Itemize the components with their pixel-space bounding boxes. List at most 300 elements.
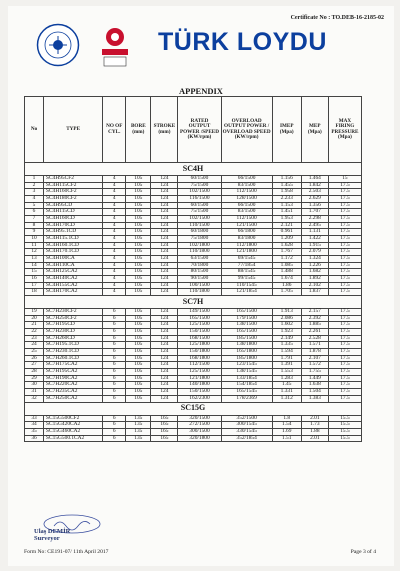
table-cell: 105: [126, 249, 151, 256]
table-cell: 1.449: [301, 375, 328, 382]
table-cell: 124: [151, 209, 178, 216]
table-cell: 8: [25, 222, 44, 229]
table-cell: 4: [103, 176, 126, 183]
table-cell: 1.791: [272, 355, 301, 362]
table-cell: 2.01: [301, 435, 328, 442]
table-cell: 124: [151, 256, 178, 263]
table-cell: 105: [126, 229, 151, 236]
table-cell: 17.5: [328, 276, 361, 283]
table-cell: SC7H220CA2: [44, 382, 103, 389]
table-cell: 116/1500: [178, 196, 221, 203]
table-cell: SC4H160.1CD: [44, 242, 103, 249]
table-cell: 90/1500: [178, 276, 221, 283]
table-cell: 124: [151, 329, 178, 336]
table-cell: 6: [103, 395, 126, 402]
table-cell: 18: [25, 289, 44, 296]
col-max-firing: MAX FIRING PRESSURE (Mpa): [328, 97, 361, 163]
table-cell: 165/1500: [178, 315, 221, 322]
turk-loydu-seal-logo: [36, 23, 80, 67]
table-cell: SC4H140CA2: [44, 276, 103, 283]
table-cell: 105: [126, 209, 151, 216]
table-cell: 69/1545: [221, 256, 272, 263]
table-cell: 135: [126, 422, 151, 429]
table-cell: 121/1854: [221, 289, 272, 296]
table-cell: 124: [151, 242, 178, 249]
engine-data-table: [24, 96, 362, 442]
table-cell: 66/1800: [221, 229, 272, 236]
table-cell: 102/1500: [178, 189, 221, 196]
table-cell: 110/1545: [221, 282, 272, 289]
table-cell: SC4H115.1CD: [44, 236, 103, 243]
table-cell: 150/1500: [178, 329, 221, 336]
table-cell: 1.488: [272, 269, 301, 276]
table-cell: 124: [151, 289, 178, 296]
table-cell: 33: [25, 415, 44, 422]
table-cell: 112/1500: [221, 216, 272, 223]
table-header-row: [25, 97, 362, 163]
table-cell: 2.01: [301, 415, 328, 422]
table-cell: 2: [25, 182, 44, 189]
table-cell: 1.767: [272, 249, 301, 256]
table-cell: 4: [103, 276, 126, 283]
table-cell: 125/1500: [178, 369, 221, 376]
table-cell: 17.5: [328, 369, 361, 376]
table-cell: 124: [151, 349, 178, 356]
table-cell: 6: [25, 209, 44, 216]
table-cell: 1.953: [272, 216, 301, 223]
table-cell: 105: [126, 335, 151, 342]
table-cell: 15: [25, 269, 44, 276]
table-cell: 17.5: [328, 189, 361, 196]
table-cell: 1.504: [301, 389, 328, 396]
table-cell: 6: [103, 382, 126, 389]
table-cell: 110/1800: [178, 249, 221, 256]
table-cell: 124: [151, 196, 178, 203]
table-cell: 1.594: [272, 349, 301, 356]
table-cell: 10: [25, 236, 44, 243]
table-cell: 1.892: [301, 276, 328, 283]
table-cell: 63/1500: [178, 256, 221, 263]
table-cell: 26: [25, 355, 44, 362]
table-cell: 1.455: [272, 182, 301, 189]
table-cell: 1.628: [272, 242, 301, 249]
table-cell: 105: [126, 242, 151, 249]
table-cell: 28: [25, 369, 44, 376]
table-cell: 1.383: [301, 395, 328, 402]
table-cell: 2.102: [301, 282, 328, 289]
table-cell: 1.553: [272, 369, 301, 376]
table-cell: 17.5: [328, 375, 361, 382]
table-cell: 105: [126, 309, 151, 316]
table-cell: 66/1500: [221, 202, 272, 209]
table-cell: 6: [103, 369, 126, 376]
table-cell: 1.54: [272, 422, 301, 429]
table-cell: 1.324: [301, 256, 328, 263]
table-cell: 1.682: [301, 269, 328, 276]
table-cell: 1.572: [301, 362, 328, 369]
table-cell: 124: [151, 395, 178, 402]
table-cell: 15.5: [328, 422, 361, 429]
table-cell: 99/1545: [221, 276, 272, 283]
table-cell: 77/1854: [221, 262, 272, 269]
table-cell: 1.913: [272, 309, 301, 316]
table-cell: 124: [151, 229, 178, 236]
section-header-row: [25, 402, 362, 415]
table-cell: 105: [126, 282, 151, 289]
table-cell: SC4H160CF2: [44, 189, 103, 196]
table-cell: 11: [25, 242, 44, 249]
table-cell: 29: [25, 375, 44, 382]
table-cell: 100/1500: [178, 282, 221, 289]
table-cell: 112/1500: [221, 189, 272, 196]
table-cell: 150/1500: [178, 389, 221, 396]
table-cell: 124: [151, 362, 178, 369]
table-cell: 1.464: [301, 176, 328, 183]
table-cell: 1.312: [272, 395, 301, 402]
table-cell: 124: [151, 375, 178, 382]
table-cell: 1.331: [272, 389, 301, 396]
table-cell: 105: [126, 202, 151, 209]
table-cell: 17.5: [328, 315, 361, 322]
table-cell: SC4H115CD: [44, 209, 103, 216]
table-cell: 1.391: [272, 362, 301, 369]
table-cell: 17.5: [328, 322, 361, 329]
table-cell: SC4H180CF2: [44, 196, 103, 203]
table-cell: 6: [103, 329, 126, 336]
table-cell: SC4H100CA: [44, 256, 103, 263]
table-cell: 124: [151, 236, 178, 243]
table-cell: 4: [103, 196, 126, 203]
table-cell: 17.5: [328, 256, 361, 263]
table-cell: 125/1500: [178, 322, 221, 329]
table-cell: 121/1800: [178, 375, 221, 382]
table-cell: 124: [151, 176, 178, 183]
table-cell: 17.5: [328, 236, 361, 243]
table-cell: 110/1800: [178, 289, 221, 296]
table-cell: 30: [25, 382, 44, 389]
surveyor-title: Surveyor: [34, 535, 60, 542]
table-cell: 124: [151, 369, 178, 376]
table-cell: 2.233: [272, 196, 301, 203]
table-cell: 112/1800: [221, 242, 272, 249]
table-cell: SC4H115CF2: [44, 182, 103, 189]
table-cell: 185/1800: [221, 355, 272, 362]
table-cell: 0.961: [272, 229, 301, 236]
table-cell: SC4H170CD: [44, 222, 103, 229]
table-cell: 6: [103, 389, 126, 396]
col-mep: MEP (Mpa): [301, 97, 328, 163]
table-cell: 17.5: [328, 382, 361, 389]
table-cell: 1.451: [272, 209, 301, 216]
table-cell: 124: [151, 389, 178, 396]
table-cell: 1.674: [272, 276, 301, 283]
table-cell: 6: [103, 315, 126, 322]
table-cell: 1.86: [272, 282, 301, 289]
table-cell: 4: [103, 289, 126, 296]
table-cell: 105: [126, 362, 151, 369]
table-cell: 17.5: [328, 249, 361, 256]
table-cell: 124: [151, 309, 178, 316]
table-cell: 320/1800: [178, 435, 221, 442]
table-cell: 17.5: [328, 342, 361, 349]
table-cell: 6: [103, 415, 126, 422]
table-cell: 6: [103, 322, 126, 329]
table-cell: 6: [103, 362, 126, 369]
table-cell: 330/1545: [221, 428, 272, 435]
table-cell: 17.5: [328, 329, 361, 336]
table-cell: 7: [25, 216, 44, 223]
table-cell: 2.528: [301, 335, 328, 342]
table-cell: 1.51: [272, 435, 301, 442]
table-cell: 2.261: [301, 329, 328, 336]
table-cell: 300/1500: [178, 428, 221, 435]
table-cell: 4: [103, 182, 126, 189]
table-cell: 168/1500: [178, 335, 221, 342]
table-cell: 70/1800: [178, 262, 221, 269]
table-cell: 1.73: [301, 422, 328, 429]
table-cell: 4: [103, 202, 126, 209]
table-cell: 105: [126, 395, 151, 402]
table-cell: SC7H260.1CD: [44, 355, 103, 362]
table-cell: 2.503: [301, 189, 328, 196]
section-title: SC15G: [25, 402, 362, 415]
table-cell: 6: [103, 375, 126, 382]
table-cell: 1.571: [301, 342, 328, 349]
table-row: [25, 289, 362, 296]
table-cell: 105: [126, 355, 151, 362]
table-cell: 165/1800: [221, 349, 272, 356]
appendix-heading: APPENDIX: [179, 86, 223, 96]
table-cell: 149/1500: [178, 309, 221, 316]
table-row: [25, 435, 362, 442]
table-cell: 17.5: [328, 289, 361, 296]
table-cell: 1.153: [272, 202, 301, 209]
table-cell: 125/1800: [178, 342, 221, 349]
section-header-row: [25, 296, 362, 309]
table-cell: 105: [126, 216, 151, 223]
table-cell: 1.209: [272, 236, 301, 243]
table-cell: 4: [103, 209, 126, 216]
table-cell: 105: [126, 276, 151, 283]
table-cell: SC7H235CA2: [44, 389, 103, 396]
table-cell: 124: [151, 249, 178, 256]
table-cell: 1.915: [301, 242, 328, 249]
table-cell: SC4H125CA2: [44, 269, 103, 276]
table-cell: 165: [151, 415, 178, 422]
table-cell: 60/1500: [178, 202, 221, 209]
table-cell: 17.5: [328, 216, 361, 223]
table-cell: 105: [126, 375, 151, 382]
table-cell: SC4H95.1CD: [44, 229, 103, 236]
form-number: Form No: CE191-07/ 11th April 2017: [24, 549, 109, 555]
table-cell: 75/1800: [178, 236, 221, 243]
col-bore: BORE (mm): [126, 97, 151, 163]
table-cell: 1.085: [272, 262, 301, 269]
table-cell: 20: [25, 315, 44, 322]
table-cell: 66/1500: [221, 176, 272, 183]
table-cell: 2.298: [301, 216, 328, 223]
table-cell: 1.283: [272, 375, 301, 382]
table-cell: 105: [126, 269, 151, 276]
table-cell: 135: [126, 435, 151, 442]
table-cell: 6: [103, 355, 126, 362]
table-cell: 1.958: [272, 189, 301, 196]
table-cell: 1.156: [272, 176, 301, 183]
certificate-number: Certificate No : TO.DEB-16-2185-02: [290, 15, 384, 21]
table-cell: 23: [25, 335, 44, 342]
table-cell: 4: [103, 216, 126, 223]
table-cell: 4: [103, 256, 126, 263]
table-cell: 124: [151, 355, 178, 362]
table-cell: 83/1800: [221, 236, 272, 243]
table-cell: 1.88: [301, 428, 328, 435]
table-cell: SC7H250CA2: [44, 395, 103, 402]
table-cell: 102/1800: [178, 242, 221, 249]
table-cell: 17.5: [328, 196, 361, 203]
table-cell: 4: [103, 242, 126, 249]
table-cell: 1.172: [272, 256, 301, 263]
table-cell: 2.629: [301, 196, 328, 203]
table-cell: 121/1800: [221, 249, 272, 256]
table-cell: 17.5: [328, 209, 361, 216]
table-cell: 105: [126, 256, 151, 263]
table-cell: 34: [25, 422, 44, 429]
col-rated-output: RATED OUTPUT POWER /SPEED (KW/rpm): [178, 97, 221, 163]
table-cell: 25: [25, 349, 44, 356]
table-cell: 1.356: [301, 202, 328, 209]
turkak-accreditation-logo: [100, 26, 130, 68]
table-cell: 14: [25, 262, 44, 269]
col-no: No: [25, 97, 44, 163]
table-cell: 1.335: [272, 342, 301, 349]
table-cell: 6: [103, 422, 126, 429]
table-cell: 15.5: [328, 415, 361, 422]
table-cell: 105: [126, 369, 151, 376]
table-cell: 2.107: [301, 355, 328, 362]
table-cell: 352/1854: [221, 435, 272, 442]
table-cell: 17.5: [328, 355, 361, 362]
table-cell: 21: [25, 322, 44, 329]
table-cell: 133/1854: [221, 375, 272, 382]
table-cell: 102/1500: [178, 216, 221, 223]
table-cell: SC7H230CF2: [44, 309, 103, 316]
table-cell: 105: [126, 322, 151, 329]
table-cell: 17: [25, 282, 44, 289]
table-cell: 165: [151, 435, 178, 442]
table-cell: 105: [126, 389, 151, 396]
table-cell: 2.086: [272, 315, 301, 322]
table-cell: 6: [103, 349, 126, 356]
table-cell: 1.45: [272, 382, 301, 389]
table-cell: 22: [25, 329, 44, 336]
table-row: [25, 428, 362, 435]
table-cell: 138/1545: [221, 369, 272, 376]
table-cell: 124: [151, 269, 178, 276]
table-cell: 138/1500: [221, 322, 272, 329]
table-cell: 185/1500: [221, 335, 272, 342]
table-cell: 60/1500: [178, 176, 221, 183]
table-cell: 124: [151, 182, 178, 189]
col-overload-output: OVERLOAD OUTPUT POWER / OVERLOAD SPEED (KW/rpm): [221, 97, 272, 163]
table-cell: SC7H260CD: [44, 335, 103, 342]
table-cell: 165/1545: [221, 389, 272, 396]
table-cell: 1.602: [272, 322, 301, 329]
table-cell: SC7H250CF2: [44, 315, 103, 322]
section-title: SC4H: [25, 163, 362, 176]
table-cell: 2.495: [301, 222, 328, 229]
table-cell: 4: [103, 262, 126, 269]
table-cell: 6: [103, 342, 126, 349]
table-cell: 300/1545: [221, 422, 272, 429]
table-cell: SC7H195.1CD: [44, 342, 103, 349]
table-cell: 105: [126, 182, 151, 189]
section-title: SC7H: [25, 296, 362, 309]
table-cell: 17.5: [328, 395, 361, 402]
table-cell: SC7H230.1CD: [44, 349, 103, 356]
table-cell: 17.5: [328, 242, 361, 249]
table-cell: 2.121: [272, 222, 301, 229]
table-cell: SC7H195CA2: [44, 369, 103, 376]
table-cell: 16: [25, 276, 44, 283]
table-cell: 165: [151, 422, 178, 429]
table-cell: SC7H175CA2: [44, 362, 103, 369]
table-cell: 24: [25, 342, 44, 349]
table-cell: 105: [126, 349, 151, 356]
table-cell: 4: [103, 189, 126, 196]
col-cyl: NO OF CYL.: [103, 97, 126, 163]
table-cell: 123/1545: [221, 362, 272, 369]
table-cell: 352/1500: [221, 415, 272, 422]
table-row: [25, 395, 362, 402]
table-cell: SC4H170CA2: [44, 289, 103, 296]
table-cell: 80/1500: [178, 269, 221, 276]
table-cell: 1.8: [272, 415, 301, 422]
table-cell: 2.149: [272, 335, 301, 342]
table-cell: 4: [103, 222, 126, 229]
table-cell: 17.5: [328, 282, 361, 289]
table-cell: 12: [25, 249, 44, 256]
surveyor-block: [34, 528, 70, 542]
table-cell: 17.5: [328, 269, 361, 276]
table-cell: 83/1500: [221, 182, 272, 189]
table-cell: 15.5: [328, 428, 361, 435]
table-cell: 1.755: [301, 369, 328, 376]
table-cell: 1.878: [301, 349, 328, 356]
table-cell: 124: [151, 276, 178, 283]
table-cell: 4: [103, 229, 126, 236]
table-cell: 1.842: [301, 182, 328, 189]
table-cell: 17.5: [328, 262, 361, 269]
table-cell: 17.5: [328, 389, 361, 396]
table-cell: 17.5: [328, 229, 361, 236]
table-cell: 2.157: [301, 309, 328, 316]
table-cell: 168/1800: [178, 355, 221, 362]
table-cell: 88/1545: [221, 269, 272, 276]
table-cell: 4: [25, 196, 44, 203]
table-cell: 135: [126, 415, 151, 422]
table-body: [25, 163, 362, 442]
table-cell: 165: [151, 428, 178, 435]
table-cell: 320/1500: [178, 415, 221, 422]
table-cell: 138/1800: [221, 342, 272, 349]
table-cell: 75/1500: [178, 209, 221, 216]
table-cell: 15: [328, 176, 361, 183]
table-cell: 124: [151, 222, 178, 229]
table-cell: SC15G420CA2: [44, 422, 103, 429]
table-cell: SC4H155CA2: [44, 282, 103, 289]
table-cell: 35: [25, 428, 44, 435]
table-cell: 124: [151, 189, 178, 196]
